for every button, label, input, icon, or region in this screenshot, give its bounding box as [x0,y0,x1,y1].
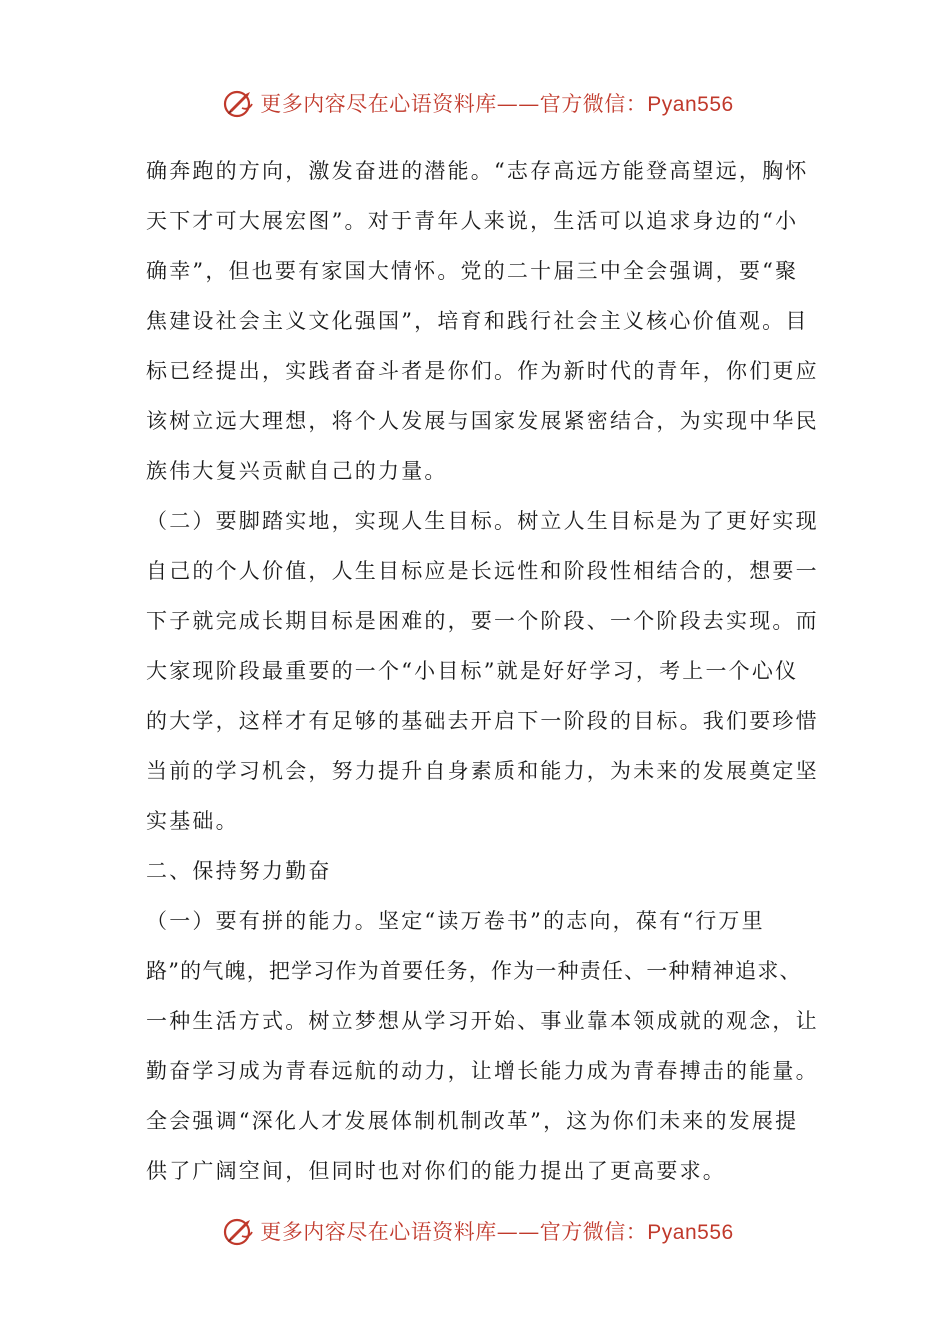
header-watermark [0,83,950,123]
watermark-text [260,88,733,118]
watermark-prefix: 更多内容尽在心语资料库 [260,1220,497,1244]
document-body [146,146,819,1196]
watermark-dash: —— [496,92,540,116]
text-line: 一种生活方式。树立梦想从学习开始、事业靠本领成就的观念，让 [146,1009,819,1033]
pen-logo-icon [222,86,256,120]
footer-watermark [0,1211,950,1251]
watermark-prefix: 更多内容尽在心语资料库 [260,92,497,116]
watermark-wechat-label: 官方微信： [539,92,648,116]
text-line: 大家现阶段最重要的一个“小目标”就是好好学习，考上一个心仪 [146,659,799,683]
text-line: 天下才可大展宏图”。对于青年人来说，生活可以追求身边的“小 [146,209,799,233]
text-line: 实基础。 [146,809,239,833]
text-line: 焦建设社会主义文化强国”，培育和践行社会主义核心价值观。目 [146,309,809,333]
text-line: （一）要有拼的能力。坚定“读万卷书”的志向，葆有“行万里 [146,909,765,933]
text-line: 勤奋学习成为青春远航的动力，让增长能力成为青春搏击的能量。 [146,1059,819,1083]
text-line: 族伟大复兴贡献自己的力量。 [146,459,448,483]
watermark-dash: —— [496,1220,540,1244]
text-line: 供了广阔空间，但同时也对你们的能力提出了更高要求。 [146,1159,726,1183]
watermark-wechat-label: 官方微信： [539,1220,648,1244]
text-line: 自己的个人价值，人生目标应是长远性和阶段性相结合的，想要一 [146,559,819,583]
text-line: 当前的学习机会，努力提升自身素质和能力，为未来的发展奠定坚 [146,759,819,783]
watermark-wechat-id: Pyan556 [647,93,734,116]
text-line: 确奔跑的方向，激发奋进的潜能。“志存高远方能登高望远，胸怀 [146,159,809,183]
text-line: 下子就完成长期目标是困难的，要一个阶段、一个阶段去实现。而 [146,609,819,633]
text-line: 路”的气魄，把学习作为首要任务，作为一种责任、一种精神追求、 [146,959,802,983]
text-line: 的大学，这样才有足够的基础去开启下一阶段的目标。我们要珍惜 [146,709,819,733]
text-line: 标已经提出，实践者奋斗者是你们。作为新时代的青年，你们更应 [146,359,819,383]
text-line: 确幸”，但也要有家国大情怀。党的二十届三中全会强调，要“聚 [146,259,799,283]
pen-logo-icon [222,1214,256,1248]
watermark-text [260,1216,733,1246]
watermark-wechat-id: Pyan556 [647,1221,734,1244]
text-line: （二）要脚踏实地，实现人生目标。树立人生目标是为了更好实现 [146,509,819,533]
text-line: 该树立远大理想，将个人发展与国家发展紧密结合，为实现中华民 [146,409,819,433]
section-heading: 二、保持努力勤奋 [146,859,332,883]
text-line: 全会强调“深化人才发展体制机制改革”，这为你们未来的发展提 [146,1109,799,1133]
